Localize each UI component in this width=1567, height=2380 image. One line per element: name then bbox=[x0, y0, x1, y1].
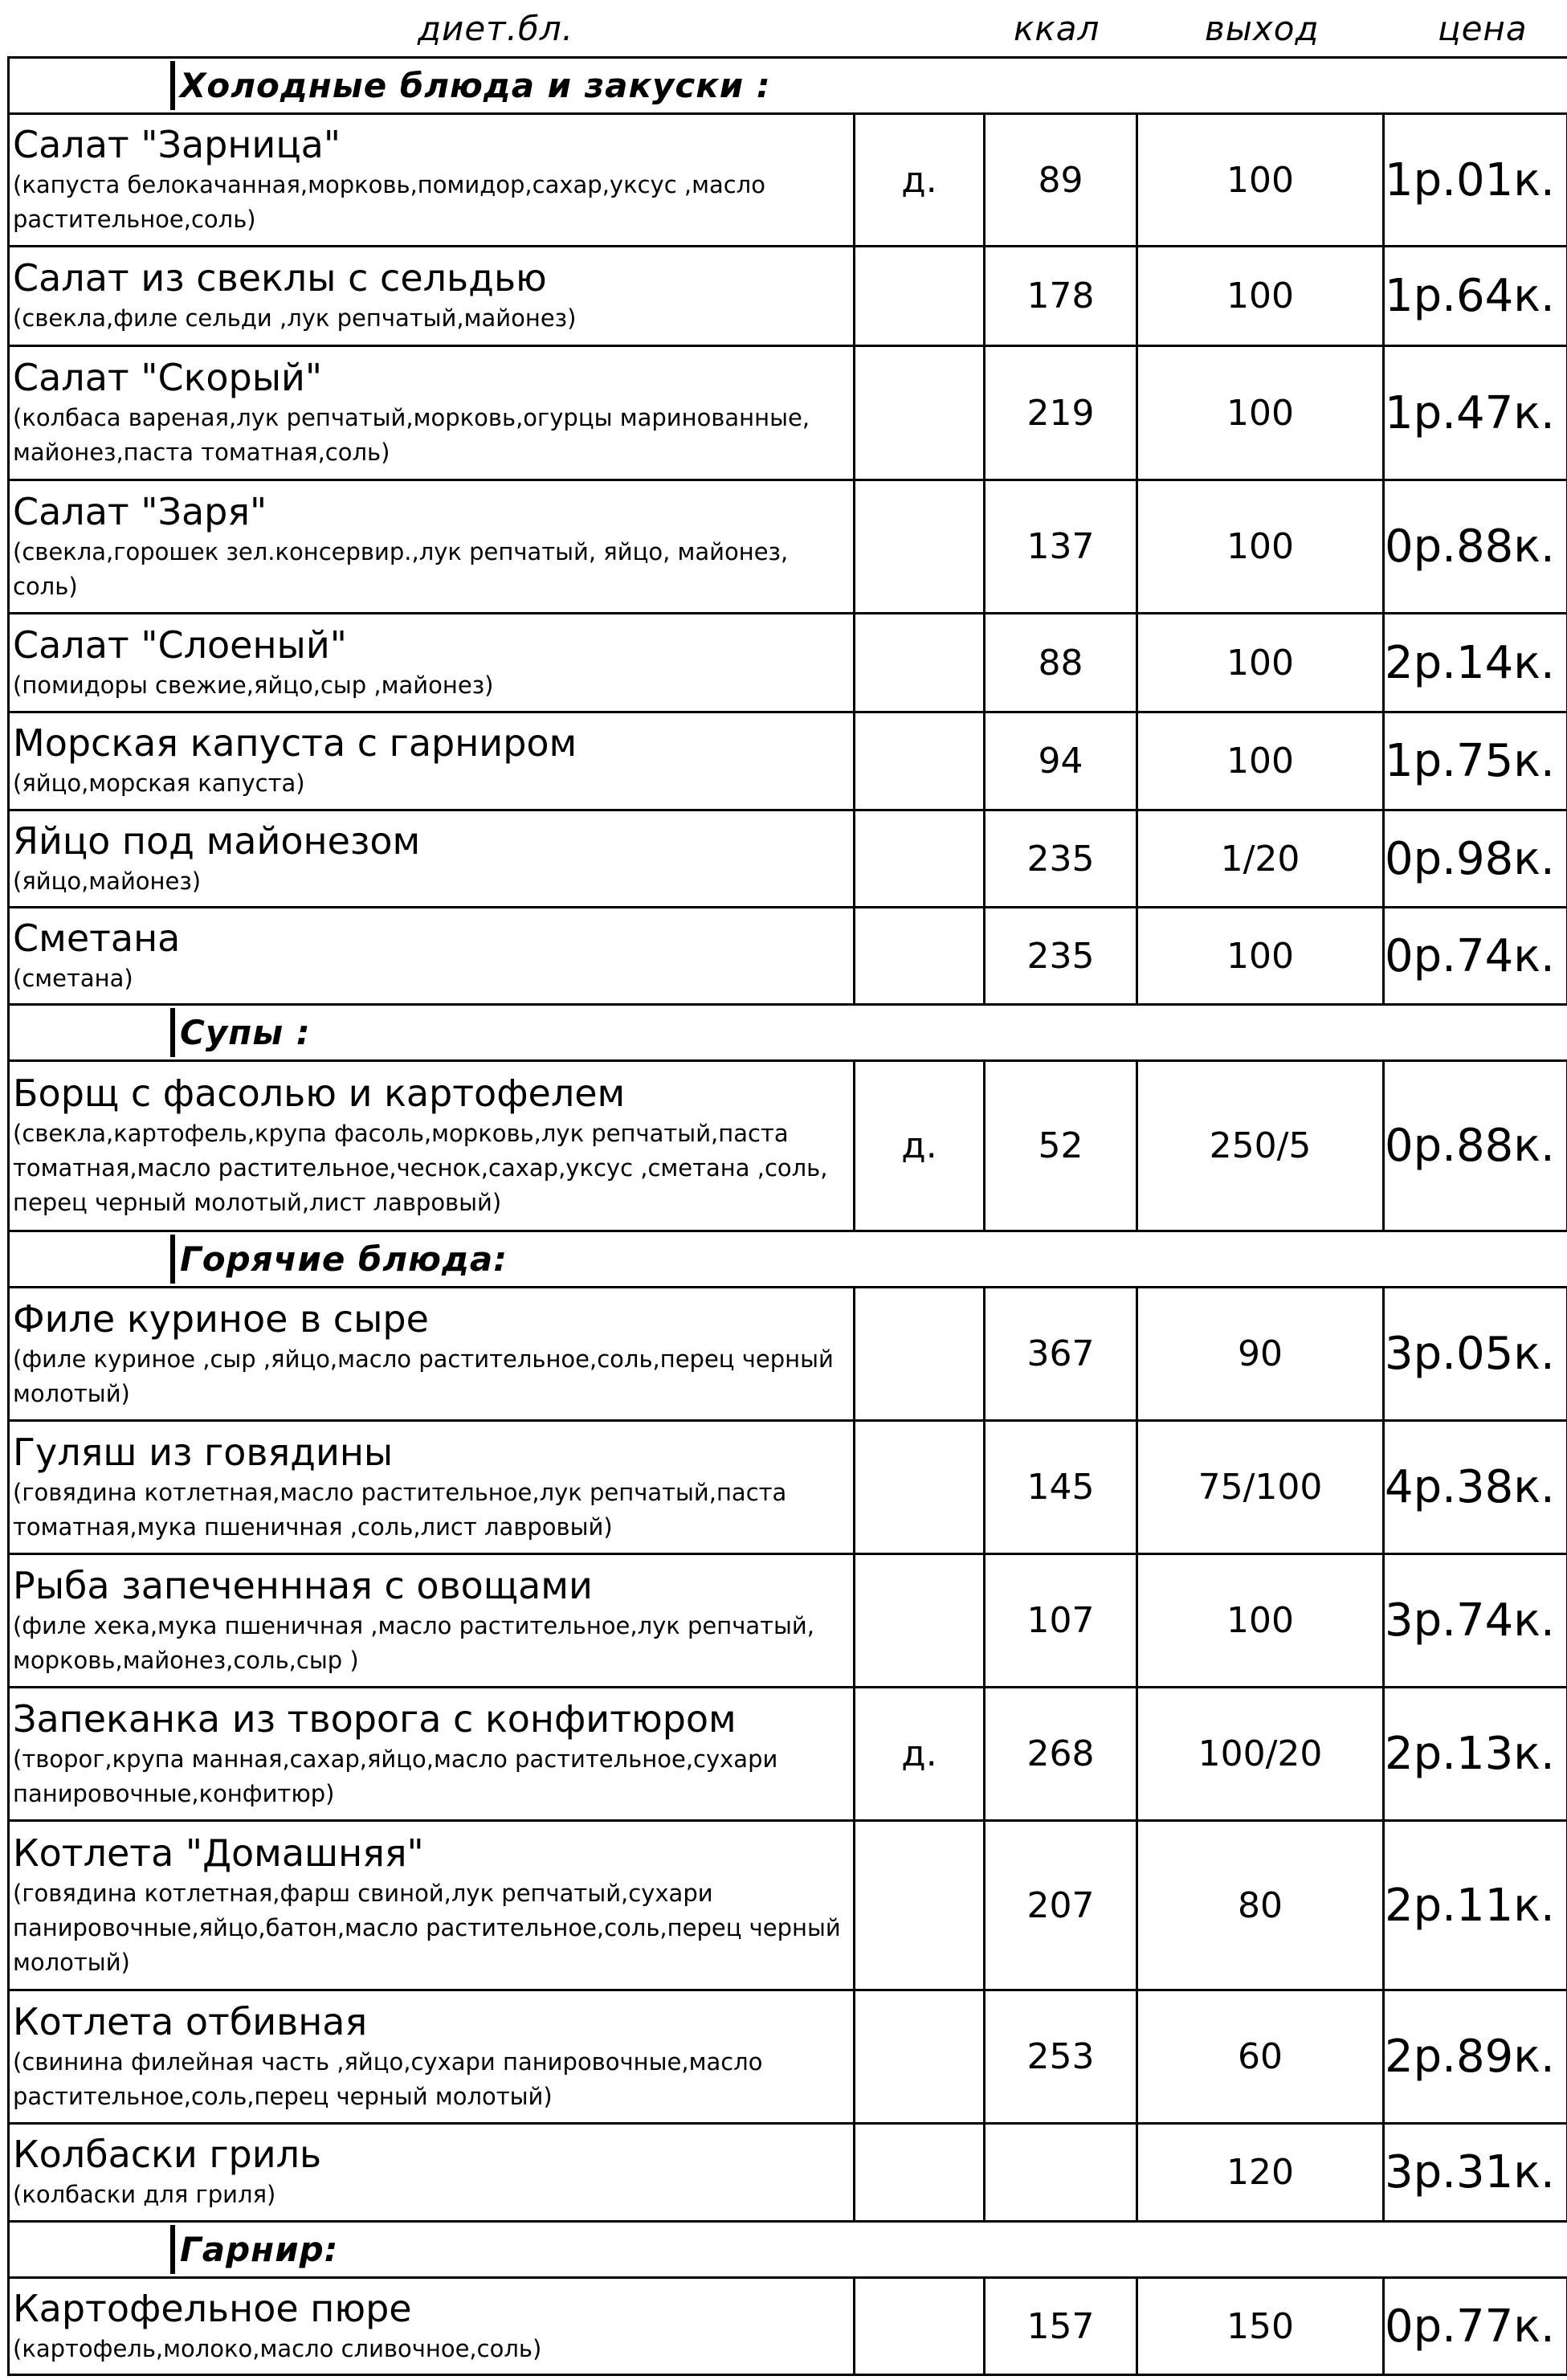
output-cell: 100 bbox=[1137, 908, 1384, 1005]
kcal-cell: 157 bbox=[985, 2278, 1137, 2375]
output-cell: 60 bbox=[1137, 1990, 1384, 2124]
price-cell: 0р.98к. bbox=[1384, 810, 1567, 908]
dish-ingredients: (творог,крупа манная,сахар,яйцо,масло растительное,сухари панировочные,конфитюр) bbox=[13, 1745, 778, 1807]
section-header-wrap bbox=[10, 1008, 1567, 1057]
section-spacer bbox=[10, 1008, 173, 1057]
price-cell: 0р.88к. bbox=[1384, 480, 1567, 614]
section-title: Гарнир: bbox=[173, 2225, 338, 2274]
kcal-cell: 219 bbox=[985, 346, 1137, 480]
price-cell: 3р.31к. bbox=[1384, 2124, 1567, 2222]
output-cell: 100/20 bbox=[1137, 1688, 1384, 1821]
diet-cell bbox=[855, 1821, 985, 1990]
output-cell: 100 bbox=[1137, 114, 1384, 247]
table-row bbox=[9, 712, 1567, 810]
dish-ingredients: (говядина котлетная,фарш свиной,лук репчатый,сухари панировочные,яйцо,батон,масло растительное,соль,перец черный молотый) bbox=[13, 1879, 841, 1976]
price-cell: 0р.77к. bbox=[1384, 2278, 1567, 2375]
kcal-cell: 88 bbox=[985, 614, 1137, 712]
diet-cell bbox=[855, 908, 985, 1005]
table-row bbox=[9, 1688, 1567, 1821]
section-indent bbox=[9, 2222, 1567, 2278]
dish-name: Колбаски гриль bbox=[13, 2133, 322, 2176]
section-indent bbox=[9, 1005, 1567, 1061]
price-cell: 3р.05к. bbox=[1384, 1288, 1567, 1421]
section-spacer bbox=[10, 61, 173, 110]
dish-name: Морская капуста с гарниром bbox=[13, 721, 577, 765]
menu-table bbox=[7, 56, 1567, 2376]
section-header-wrap bbox=[10, 2225, 1567, 2274]
price-cell: 2р.14к. bbox=[1384, 614, 1567, 712]
dish-name: Салат "Слоеный" bbox=[13, 623, 347, 667]
diet-cell bbox=[855, 1421, 985, 1554]
section-title: Супы : bbox=[173, 1008, 311, 1057]
dish-cell bbox=[9, 1821, 855, 1990]
diet-cell: д. bbox=[855, 1061, 985, 1231]
kcal-cell: 107 bbox=[985, 1554, 1137, 1688]
dish-name: Котлета "Домашняя" bbox=[13, 1831, 424, 1875]
dish-cell bbox=[9, 1688, 855, 1821]
diet-cell bbox=[855, 1990, 985, 2124]
kcal-cell: 89 bbox=[985, 114, 1137, 247]
section-indent bbox=[9, 1231, 1567, 1288]
diet-cell bbox=[855, 2124, 985, 2222]
section-spacer bbox=[10, 1235, 173, 1284]
output-cell: 150 bbox=[1137, 2278, 1384, 2375]
kcal-cell: 178 bbox=[985, 247, 1137, 346]
dish-ingredients: (говядина котлетная,масло растительное,лук репчатый,паста томатная,мука пшеничная ,соль,лист лавровый) bbox=[13, 1478, 787, 1541]
dish-ingredients: (яйцо,майонез) bbox=[13, 867, 202, 895]
dish-ingredients: (свинина филейная часть ,яйцо,сухари панировочные,масло растительное,соль,перец черный молотый) bbox=[13, 2047, 763, 2110]
table-row bbox=[9, 1421, 1567, 1554]
diet-cell bbox=[855, 1288, 985, 1421]
diet-cell bbox=[855, 614, 985, 712]
section-header-wrap bbox=[10, 61, 1567, 110]
dish-cell bbox=[9, 1288, 855, 1421]
dish-ingredients: (филе куриное ,сыр ,яйцо,масло растительное,соль,перец черный молотый) bbox=[13, 1345, 834, 1407]
dish-ingredients: (свекла,горошек зел.консервир.,лук репчатый, яйцо, майонез, соль) bbox=[13, 537, 789, 600]
section-header-wrap bbox=[10, 1235, 1567, 1284]
dish-ingredients: (помидоры свежие,яйцо,сыр ,майонез) bbox=[13, 671, 494, 699]
kcal-cell: 253 bbox=[985, 1990, 1137, 2124]
dish-name: Гуляш из говядины bbox=[13, 1430, 394, 1474]
table-row bbox=[9, 114, 1567, 247]
dish-ingredients: (капуста белокачанная,морковь,помидор,сахар,уксус ,масло растительное,соль) bbox=[13, 171, 765, 233]
price-cell: 1р.01к. bbox=[1384, 114, 1567, 247]
dish-ingredients: (яйцо,морская капуста) bbox=[13, 770, 305, 797]
table-row bbox=[9, 2278, 1567, 2375]
section-title: Горячие блюда: bbox=[173, 1235, 508, 1284]
price-cell: 0р.74к. bbox=[1384, 908, 1567, 1005]
kcal-cell: 235 bbox=[985, 810, 1137, 908]
dish-ingredients: (картофель,молоко,масло сливочное,соль) bbox=[13, 2334, 542, 2362]
table-row bbox=[9, 908, 1567, 1005]
kcal-cell bbox=[985, 2124, 1137, 2222]
price-cell: 2р.89к. bbox=[1384, 1990, 1567, 2124]
diet-cell: д. bbox=[855, 114, 985, 247]
dish-name: Сметана bbox=[13, 916, 181, 960]
header-kcal-label: ккал bbox=[1014, 9, 1100, 48]
dish-cell bbox=[9, 1061, 855, 1231]
table-row bbox=[9, 480, 1567, 614]
price-cell: 1р.47к. bbox=[1384, 346, 1567, 480]
dish-cell bbox=[9, 810, 855, 908]
output-cell: 100 bbox=[1137, 1554, 1384, 1688]
dish-name: Яйцо под майонезом bbox=[13, 819, 421, 863]
price-cell: 1р.64к. bbox=[1384, 247, 1567, 346]
section-header bbox=[9, 2222, 1567, 2278]
output-cell: 100 bbox=[1137, 247, 1384, 346]
price-cell: 4р.38к. bbox=[1384, 1421, 1567, 1554]
dish-name: Котлета отбивная bbox=[13, 1999, 368, 2043]
output-cell: 90 bbox=[1137, 1288, 1384, 1421]
section-header bbox=[9, 1005, 1567, 1061]
output-cell: 100 bbox=[1137, 614, 1384, 712]
price-cell: 1р.75к. bbox=[1384, 712, 1567, 810]
dish-name: Филе куриное в сыре bbox=[13, 1296, 429, 1341]
header-output-label: выход bbox=[1205, 9, 1320, 48]
kcal-cell: 137 bbox=[985, 480, 1137, 614]
table-row bbox=[9, 810, 1567, 908]
dish-cell bbox=[9, 1554, 855, 1688]
table-row bbox=[9, 1554, 1567, 1688]
output-cell: 1/20 bbox=[1137, 810, 1384, 908]
section-title: Холодные блюда и закуски : bbox=[173, 61, 771, 110]
dish-cell bbox=[9, 480, 855, 614]
kcal-cell: 235 bbox=[985, 908, 1137, 1005]
price-cell: 3р.74к. bbox=[1384, 1554, 1567, 1688]
header-price-label: цена bbox=[1438, 9, 1528, 48]
dish-name: Борщ с фасолью и картофелем bbox=[13, 1072, 626, 1115]
diet-cell bbox=[855, 247, 985, 346]
kcal-cell: 367 bbox=[985, 1288, 1137, 1421]
dish-name: Салат из свеклы с сельдью bbox=[13, 256, 547, 300]
table-row bbox=[9, 614, 1567, 712]
dish-name: Рыба запеченнная с овощами bbox=[13, 1563, 593, 1607]
dish-cell bbox=[9, 2278, 855, 2375]
dish-ingredients: (свекла,картофель,крупа фасоль,морковь,лук репчатый,паста томатная,масло растительное,чеснок,сахар,уксус ,сметана ,соль, перец черный молотый,лист лавровый) bbox=[13, 1120, 828, 1216]
table-row bbox=[9, 247, 1567, 346]
output-cell: 75/100 bbox=[1137, 1421, 1384, 1554]
kcal-cell: 94 bbox=[985, 712, 1137, 810]
table-row bbox=[9, 1288, 1567, 1421]
dish-cell bbox=[9, 346, 855, 480]
dish-cell bbox=[9, 908, 855, 1005]
diet-cell bbox=[855, 712, 985, 810]
table-row bbox=[9, 1061, 1567, 1231]
section-header bbox=[9, 1231, 1567, 1288]
output-cell: 100 bbox=[1137, 480, 1384, 614]
dish-cell bbox=[9, 614, 855, 712]
dish-cell bbox=[9, 247, 855, 346]
kcal-cell: 145 bbox=[985, 1421, 1137, 1554]
section-indent bbox=[9, 58, 1567, 114]
price-cell: 0р.88к. bbox=[1384, 1061, 1567, 1231]
diet-cell bbox=[855, 810, 985, 908]
dish-cell bbox=[9, 114, 855, 247]
dish-cell bbox=[9, 1421, 855, 1554]
dish-name: Салат "Скорый" bbox=[13, 356, 323, 399]
dish-name: Салат "Зарница" bbox=[13, 123, 341, 166]
diet-cell: д. bbox=[855, 1688, 985, 1821]
kcal-cell: 268 bbox=[985, 1688, 1137, 1821]
dish-ingredients: (филе хека,мука пшеничная ,масло растительное,лук репчатый, морковь,майонез,соль,сыр ) bbox=[13, 1611, 814, 1674]
diet-cell bbox=[855, 2278, 985, 2375]
dish-ingredients: (колбаса вареная,лук репчатый,морковь,огурцы маринованные, майонез,паста томатная,соль) bbox=[13, 404, 810, 466]
dish-name: Запеканка из творога с конфитюром bbox=[13, 1696, 737, 1741]
table-row bbox=[9, 1990, 1567, 2124]
output-cell: 250/5 bbox=[1137, 1061, 1384, 1231]
section-spacer bbox=[10, 2225, 173, 2274]
dish-ingredients: (сметана) bbox=[13, 964, 133, 992]
output-cell: 100 bbox=[1137, 346, 1384, 480]
dish-name: Картофельное пюре bbox=[13, 2286, 412, 2330]
diet-cell bbox=[855, 1554, 985, 1688]
dish-cell bbox=[9, 1990, 855, 2124]
table-row bbox=[9, 2124, 1567, 2222]
output-cell: 100 bbox=[1137, 712, 1384, 810]
menu-body bbox=[9, 58, 1567, 2375]
table-row bbox=[9, 1821, 1567, 1990]
dish-name: Салат "Заря" bbox=[13, 489, 267, 533]
dish-ingredients: (колбаски для гриля) bbox=[13, 2181, 276, 2208]
output-cell: 120 bbox=[1137, 2124, 1384, 2222]
dish-cell bbox=[9, 712, 855, 810]
header-diet-label: диет.бл. bbox=[418, 9, 574, 48]
section-header bbox=[9, 58, 1567, 114]
dish-cell bbox=[9, 2124, 855, 2222]
table-row bbox=[9, 346, 1567, 480]
price-cell: 2р.11к. bbox=[1384, 1821, 1567, 1990]
kcal-cell: 52 bbox=[985, 1061, 1137, 1231]
price-cell: 2р.13к. bbox=[1384, 1688, 1567, 1821]
output-cell: 80 bbox=[1137, 1821, 1384, 1990]
diet-cell bbox=[855, 480, 985, 614]
kcal-cell: 207 bbox=[985, 1821, 1137, 1990]
diet-cell bbox=[855, 346, 985, 480]
dish-ingredients: (свекла,филе сельди ,лук репчатый,майонез) bbox=[13, 304, 577, 332]
